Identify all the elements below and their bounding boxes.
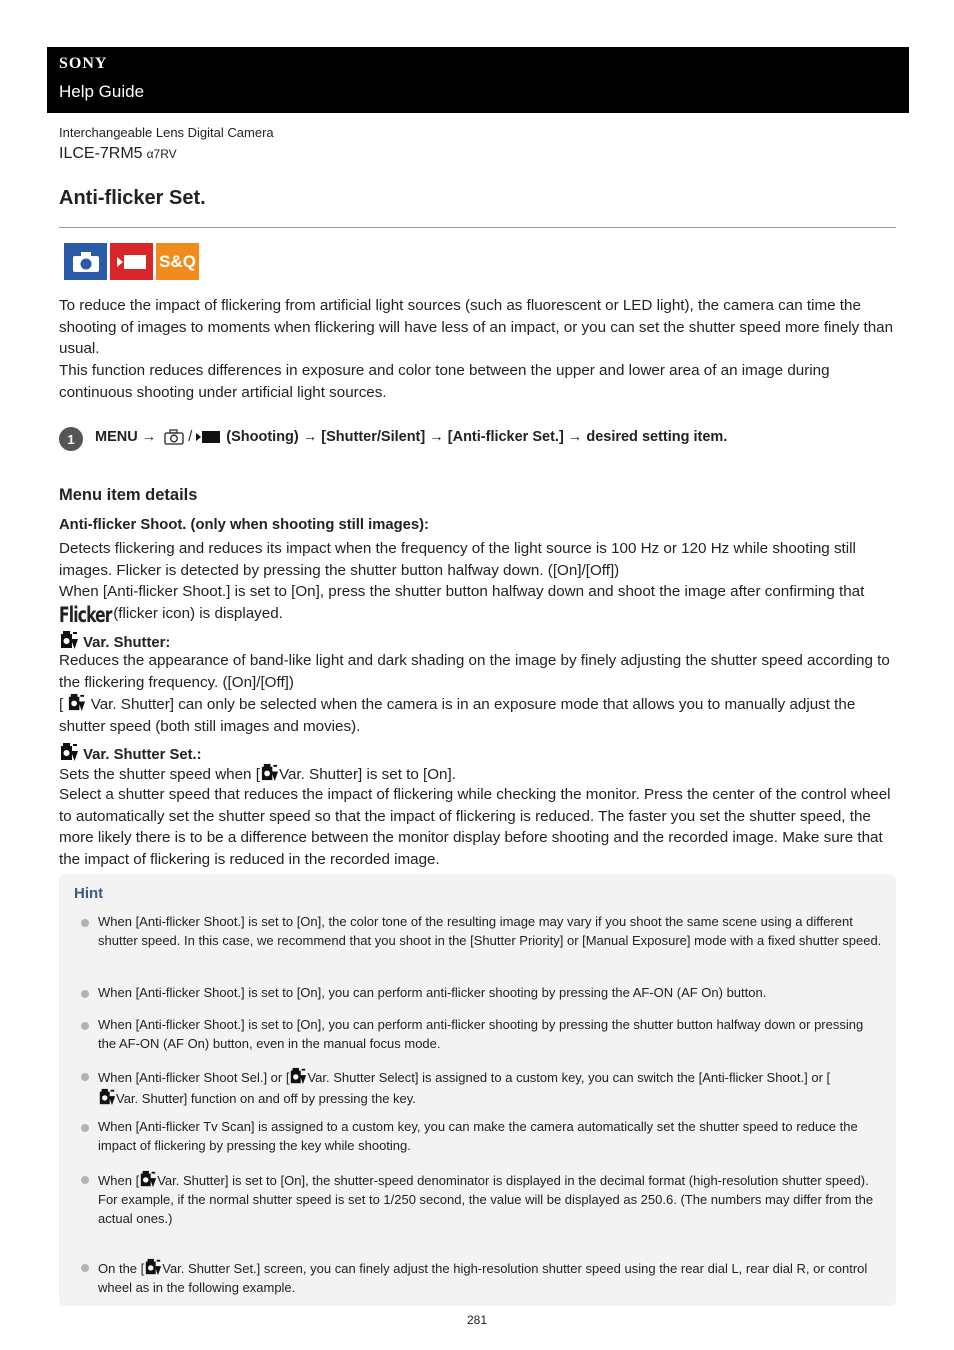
bullet-icon (81, 990, 89, 998)
hint-text: For example, if the normal shutter speed is set to 1/250 second, the value will be displayed as 250.6. (The numbers may differ from the actual ones.) (98, 1191, 874, 1226)
hint-box (59, 874, 896, 1306)
anti-flicker-shoot-title: Anti-flicker Shoot. (only when shooting still images): (59, 517, 429, 533)
hint-text: On the [ (98, 1261, 145, 1276)
var-note-open: [ (59, 696, 64, 713)
section-title: Menu item details (59, 486, 198, 504)
var-shutter-icon (67, 693, 86, 712)
bullet-icon (81, 1124, 89, 1132)
anti-flicker-shoot-note (59, 581, 899, 626)
movie-black-icon (196, 429, 220, 445)
set-line-a: Sets the shutter speed when [ (59, 766, 260, 783)
step-separator: / (188, 428, 193, 445)
brand-logo: SONY (59, 55, 108, 72)
hint-text: When [Anti-flicker Tv Scan] is assigned to a custom key, you can make the camera automatically set the shutter speed to reduce the impact of flickering by pressing the key while shooting. (98, 1119, 858, 1153)
var-shutter-icon (139, 1170, 157, 1188)
var-shutter-note (59, 693, 899, 737)
step-path: (Shooting) → [Shutter/Silent] → [Anti-flicker Set.] → desired setting item. (226, 428, 728, 445)
shoot-note-text: When [Anti-flicker Shoot.] is set to [On], press the shutter button halfway down and shoot the image after confirming that (59, 583, 865, 600)
var-shutter-icon (59, 742, 79, 762)
hint-text: Var. Shutter Select] is assigned to a custom key, you can switch the [Anti-flicker Shoot.] or [ (307, 1070, 831, 1085)
hint-text: When [ (98, 1173, 140, 1188)
hint-title: Hint (74, 885, 104, 902)
hint-item (98, 1258, 883, 1298)
page-number: 281 (466, 1313, 488, 1327)
model-name (59, 145, 177, 163)
help-guide-label: Help Guide (59, 82, 145, 101)
var-shutter-icon (144, 1258, 162, 1276)
var-shutter-icon (260, 763, 279, 782)
mode-icons (64, 243, 199, 280)
hint-item (98, 1170, 883, 1228)
step-menu: MENU → (95, 428, 157, 445)
hint-text: When [Anti-flicker Shoot.] is set to [On], you can perform anti-flicker shooting by pressing the AF-ON (AF On) button. (98, 985, 767, 1000)
hint-text: Var. Shutter Set.] screen, you can finely adjust the high-resolution shutter speed using the rear dial L, rear dial R, or control wheel as in the following example. (98, 1261, 868, 1295)
hint-item (98, 913, 883, 951)
hint-item (98, 1016, 883, 1054)
bullet-icon (81, 1022, 89, 1030)
var-shutter-set-line (59, 763, 899, 786)
shoot-note-end: (flicker icon) is displayed. (113, 604, 283, 622)
intro-paragraph-1: To reduce the impact of flickering from artificial light sources (such as fluorescent or LED light), the camera can time the shooting of images to moments when flickering will have less of an impact, or you can set the shutter speed more finely than usual. (59, 297, 894, 358)
product-line: Interchangeable Lens Digital Camera (59, 125, 274, 140)
title-divider (59, 227, 896, 228)
hint-item (98, 984, 883, 1003)
model-number: ILCE-7RM5 (59, 145, 143, 162)
bullet-icon (81, 1073, 89, 1081)
var-shutter-set-title: Var. Shutter Set.: (83, 747, 202, 763)
var-note-line2: shutter speed (both still images and movies). (59, 717, 361, 735)
header-bar (47, 47, 909, 113)
bullet-icon (81, 1176, 89, 1184)
anti-flicker-shoot-desc: Detects flickering and reduces its impact when the frequency of the light source is 100 Hz or 120 Hz while shooting still images. Flicker is detected by pressing the shutter button halfway down. ([On]/[Off]) (59, 540, 856, 579)
hint-text: When [Anti-flicker Shoot.] is set to [On], the color tone of the resulting image may vary if you shoot the same scene using a different shutter speed. In this case, we recommend that you shoot in the [Shutter Priority] or [Manual Exposure] mode with a fixed shutter speed. (98, 914, 882, 948)
var-shutter-set-title-row (59, 742, 202, 763)
intro-paragraph-2: This function reduces differences in exposure and color tone between the upper and lower area of an image during continuous shooting under artificial light sources. (59, 362, 830, 401)
camera-icon (64, 243, 107, 280)
movie-icon (110, 243, 153, 280)
flicker-icon: Flicker (59, 602, 112, 627)
hint-text: When [Anti-flicker Shoot Sel.] or [ (98, 1070, 290, 1085)
var-note-text: Var. Shutter] can only be selected when the camera is in an exposure mode that allows you to manually adjust the (90, 696, 856, 713)
var-shutter-icon (59, 630, 79, 650)
bullet-icon (81, 1264, 89, 1272)
model-alias: α7RV (146, 147, 177, 161)
var-shutter-icon (289, 1067, 307, 1085)
page-title: Anti-flicker Set. (59, 187, 206, 209)
step-number: 1 (59, 427, 83, 451)
hint-text: Var. Shutter] function on and off by pressing the key. (116, 1090, 416, 1106)
bullet-icon (81, 919, 89, 927)
var-shutter-icon (98, 1088, 116, 1106)
set-line-b: Var. Shutter] is set to [On]. (278, 766, 456, 783)
hint-text: When [Anti-flicker Shoot.] is set to [On], you can perform anti-flicker shooting by pressing the shutter button halfway down or pressing the AF-ON (AF On) button, even in the manual focus mode. (98, 1017, 864, 1051)
var-shutter-set-desc: Select a shutter speed that reduces the impact of flickering while checking the monitor. Press the center of the control wheel to automatically set the shutter speed so that the impact of flickering is reduced. The faster you set the shutter speed, the more likely there is to be a difference between the monitor display before shooting and the recorded image. Make sure that the impact of flickering is reduced in the recorded image. (59, 786, 891, 868)
var-shutter-title-row (59, 630, 170, 651)
hint-item (98, 1067, 883, 1109)
var-shutter-title: Var. Shutter: (83, 635, 171, 651)
camera-outline-icon (164, 428, 184, 444)
hint-item (98, 1118, 883, 1156)
sq-icon: S&Q (156, 243, 199, 280)
var-shutter-desc: Reduces the appearance of band-like light and dark shading on the image by finely adjusting the shutter speed according to the flickering frequency. ([On]/[Off]) (59, 652, 890, 691)
hint-text: Var. Shutter] is set to [On], the shutter-speed denominator is displayed in the decimal format (high-resolution shutter speed). (157, 1173, 869, 1188)
step-1 (59, 422, 899, 451)
